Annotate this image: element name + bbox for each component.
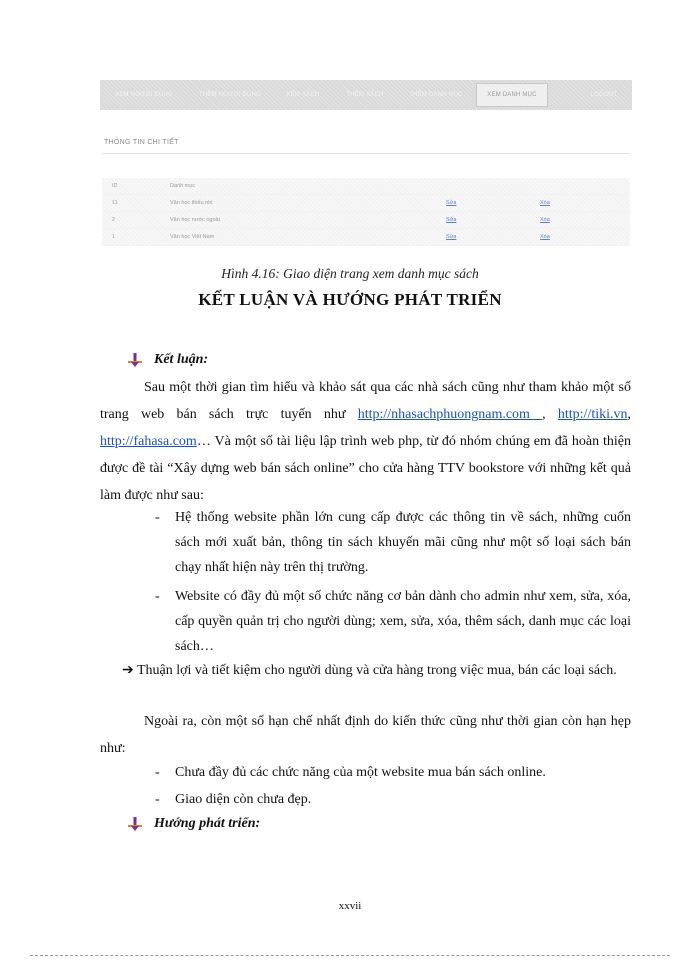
link-fahasa[interactable]: http://fahasa.com xyxy=(100,434,197,449)
dash-marker: - xyxy=(155,589,160,604)
header-category: Danh mục xyxy=(170,183,196,189)
category-table xyxy=(102,178,630,246)
result-text: Thuận lợi và tiết kiệm cho người dùng và cửa hàng trong việc mua, bán các loại sách. xyxy=(136,663,617,678)
nav-logout[interactable]: LOGOUT xyxy=(590,92,618,98)
list-item-text: Giao diện còn chưa đẹp. xyxy=(175,792,312,807)
results-list xyxy=(155,505,631,659)
chapter-heading: KẾT LUẬN VÀ HƯỚNG PHÁT TRIỂN xyxy=(198,290,502,309)
nav-add-user[interactable]: THÊM NGƯỜI DÙNG xyxy=(199,92,261,98)
nav-view-categories[interactable]: XEM DANH MỤC xyxy=(476,83,548,107)
list-item xyxy=(155,505,631,580)
development-title: Hướng phát triển: xyxy=(154,816,261,831)
table-row xyxy=(102,195,630,212)
row-id: 11 xyxy=(112,200,118,206)
limitations-list xyxy=(155,760,631,812)
page-bottom-rule xyxy=(30,955,670,956)
detail-divider xyxy=(102,153,630,154)
table-header-row xyxy=(102,178,630,195)
row-name: Văn học nước ngoài xyxy=(170,217,220,223)
link-nhasachphuongnam[interactable]: http://nhasachphuongnam.com xyxy=(357,407,543,422)
delete-link[interactable]: Xóa xyxy=(540,217,550,223)
nav-view-users[interactable]: XEM NGƯỜI DÙNG xyxy=(115,92,173,98)
link-tiki[interactable]: http://tiki.vn xyxy=(557,407,628,422)
nav-add-book[interactable]: THÊM SÁCH xyxy=(346,92,384,98)
para-text-2: … Và một số tài liệu lập trình web php, từ đó nhóm chúng em đã hoàn thiện được đề tài “Xây dựng web bán sách online” cho cửa hàng TTV bookstore với những kết quả làm được như sau: xyxy=(100,434,631,503)
dash-marker: - xyxy=(155,510,160,525)
figure-caption: Hình 4.16: Giao diện trang xem danh mục sách xyxy=(221,266,479,281)
edit-link[interactable]: Sửa xyxy=(446,217,457,223)
list-item xyxy=(155,760,631,785)
para-text-1: Sau một thời gian tìm hiểu và khảo sát qua các nhà sách cũng như tham khảo một số trang web bán sách trực tuyến như xyxy=(100,380,631,422)
dash-marker: - xyxy=(155,765,160,780)
result-line xyxy=(122,657,640,684)
page-number: xxvii xyxy=(338,900,362,912)
row-name: Văn học thiếu nhi xyxy=(170,200,213,206)
list-item-text: Website có đầy đủ một số chức năng cơ bản dành cho admin như xem, sửa, xóa, cấp quyền quản trị cho người dùng; xem, sửa, xóa, thêm sách, danh mục các loại sách… xyxy=(175,589,631,654)
bullet-arrow-icon xyxy=(128,353,142,367)
dash-marker: - xyxy=(155,792,160,807)
list-item xyxy=(155,584,631,659)
para-sep-1: , xyxy=(542,407,558,422)
row-id: 2 xyxy=(112,217,116,223)
edit-link[interactable]: Sửa xyxy=(446,200,457,206)
conclusion-heading xyxy=(128,352,208,368)
edit-link[interactable]: Sửa xyxy=(446,234,457,240)
row-id: 1 xyxy=(112,234,116,240)
nav-view-books[interactable]: XEM SÁCH xyxy=(286,92,320,98)
arrow-right-icon: ➔ xyxy=(122,663,134,678)
conclusion-title: Kết luận: xyxy=(154,352,209,367)
detail-section-title: THÔNG TIN CHI TIẾT xyxy=(104,139,179,146)
nav-add-category[interactable]: THÊM DANH MỤC xyxy=(409,92,463,98)
delete-link[interactable]: Xóa xyxy=(540,234,550,240)
header-id: ID xyxy=(112,183,118,189)
row-name: Văn học Việt Nam xyxy=(170,234,215,240)
development-heading xyxy=(128,816,260,832)
conclusion-paragraph xyxy=(100,374,631,509)
figure-navbar xyxy=(100,80,632,110)
table-row xyxy=(102,229,630,246)
list-item-text: Chưa đầy đủ các chức năng của một website mua bán sách online. xyxy=(175,765,546,780)
list-item-text: Hệ thống website phần lớn cung cấp được các thông tin về sách, những cuốn sách mới xuất bản, thông tin sách khuyến mãi cũng như một số loại sách bán chạy nhất hiện này trên thị trường. xyxy=(175,510,631,575)
delete-link[interactable]: Xóa xyxy=(540,200,550,206)
bullet-arrow-icon xyxy=(128,817,142,831)
list-item xyxy=(155,787,631,812)
table-row xyxy=(102,212,630,229)
limitations-paragraph: Ngoài ra, còn một số hạn chế nhất định do kiến thức cũng như thời gian còn hạn hẹp như: xyxy=(100,714,631,756)
para-sep-2: , xyxy=(627,407,632,422)
